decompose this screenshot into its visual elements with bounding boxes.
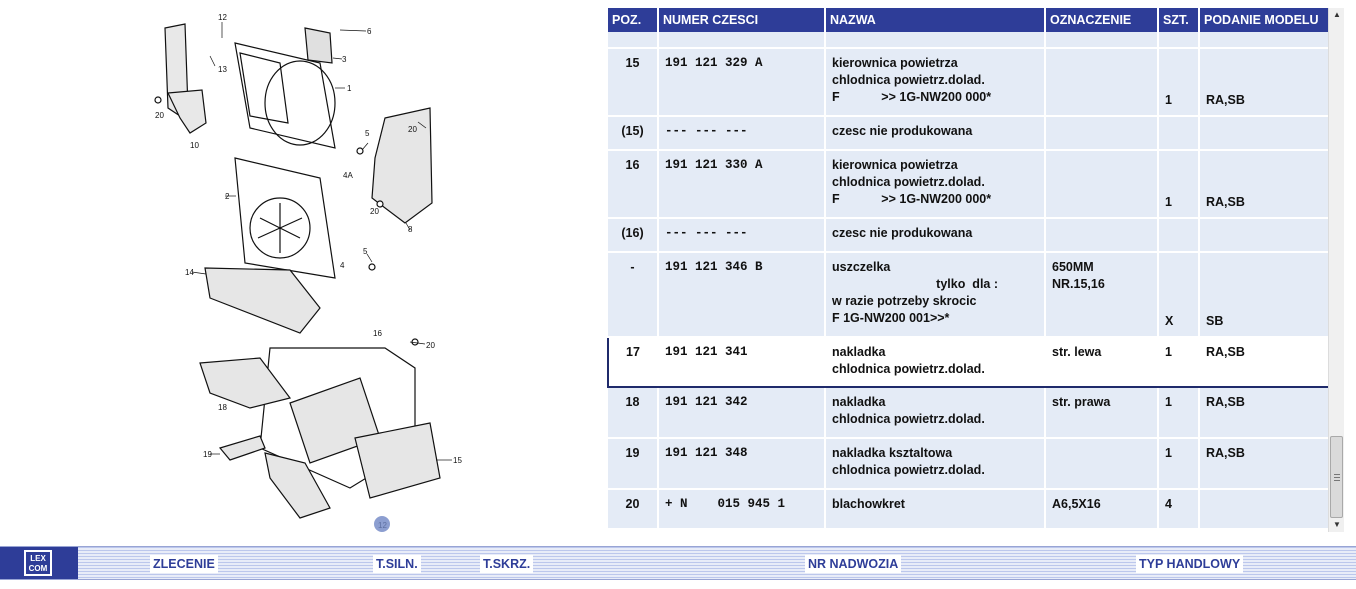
name-line: F >> 1G-NW200 000* (832, 192, 992, 206)
table-row-selected[interactable] (608, 337, 1329, 387)
callout-label: 20 (155, 111, 164, 120)
row-model: RA,SB (1199, 387, 1329, 438)
row-model (1199, 116, 1329, 150)
table-row[interactable] (608, 150, 1329, 218)
table-row[interactable] (608, 387, 1329, 438)
row-designation (1045, 116, 1158, 150)
name-line: tylko dla : (832, 277, 999, 291)
name-line: nakladka (832, 345, 886, 359)
row-part-number: --- --- --- (658, 116, 825, 150)
row-designation (1045, 252, 1158, 337)
qty-value: X (1165, 314, 1174, 328)
row-pos: (16) (608, 218, 658, 252)
name-line: chlodnica powietrz.dolad. (832, 463, 985, 477)
row-part-number: 191 121 329 A (658, 48, 825, 116)
row-name (825, 252, 1045, 337)
column-header-model[interactable]: PODANIE MODELU (1199, 8, 1329, 32)
qty-value: 1 (1165, 195, 1172, 209)
callout-label: 4A (343, 171, 353, 180)
row-qty: 1 (1158, 438, 1199, 489)
row-designation (1045, 438, 1158, 489)
bottom-toolbar (0, 546, 1356, 580)
row-pos: (15) (608, 116, 658, 150)
row-model (1199, 218, 1329, 252)
row-name (825, 48, 1045, 116)
row-designation: str. prawa (1045, 387, 1158, 438)
model-value: SB (1206, 314, 1224, 328)
callout-label: 8 (408, 225, 413, 234)
callout-label: 15 (453, 456, 462, 465)
name-line: czesc nie produkowana (832, 124, 973, 138)
name-line: chlodnica powietrz.dolad. (832, 412, 985, 426)
row-part-number: 191 121 330 A (658, 150, 825, 218)
row-model: RA,SB (1199, 438, 1329, 489)
row-model (1199, 48, 1329, 116)
trade-type-button[interactable]: TYP HANDLOWY (1136, 555, 1243, 573)
lexcom-logo (0, 547, 78, 579)
parts-table-panel (607, 8, 1344, 532)
table-row[interactable] (608, 438, 1329, 489)
row-pos: 18 (608, 387, 658, 438)
exploded-view-drawing (140, 8, 480, 538)
body-number-button[interactable]: NR NADWOZIA (805, 555, 901, 573)
row-name (825, 387, 1045, 438)
row-qty (1158, 218, 1199, 252)
row-qty (1158, 150, 1199, 218)
gearbox-type-button[interactable]: T.SKRZ. (480, 555, 533, 573)
name-line: F >> 1G-NW200 000* (832, 90, 992, 104)
row-pos: 19 (608, 438, 658, 489)
table-row[interactable] (608, 489, 1329, 529)
parts-table (607, 8, 1330, 530)
model-value: RA,SB (1206, 93, 1245, 107)
name-line: kierownica powietrza (832, 158, 958, 172)
callout-label: 1 (347, 84, 352, 93)
callout-label: 10 (190, 141, 199, 150)
name-line: chlodnica powietrz.dolad. (832, 362, 985, 376)
row-name (825, 150, 1045, 218)
vertical-scrollbar[interactable] (1328, 8, 1344, 532)
callout-label: 16 (373, 329, 382, 338)
row-model (1199, 150, 1329, 218)
name-line: chlodnica powietrz.dolad. (832, 175, 985, 189)
name-line: blachowkret (832, 497, 905, 511)
row-part-number: 191 121 341 (658, 337, 825, 387)
scroll-up-arrow-icon[interactable]: ▲ (1333, 10, 1341, 19)
callout-label: 2 (225, 192, 230, 201)
table-row[interactable] (608, 116, 1329, 150)
row-designation: str. lewa (1045, 337, 1158, 387)
column-header-pos[interactable]: POZ. (608, 8, 658, 32)
table-spacer-row (608, 32, 1329, 48)
name-line: nakladka (832, 395, 886, 409)
row-qty: 1 (1158, 387, 1199, 438)
name-line: czesc nie produkowana (832, 226, 973, 240)
name-line: chlodnica powietrz.dolad. (832, 73, 985, 87)
row-model (1199, 252, 1329, 337)
zlecenie-button[interactable]: ZLECENIE (150, 555, 218, 573)
table-header-row (608, 8, 1329, 32)
logo-text: LEX COM (24, 550, 52, 576)
scroll-down-arrow-icon[interactable]: ▼ (1333, 520, 1341, 529)
callout-label: 6 (367, 27, 372, 36)
row-part-number: 191 121 348 (658, 438, 825, 489)
column-header-number[interactable]: NUMER CZESCI (658, 8, 825, 32)
callout-label: 13 (218, 65, 227, 74)
row-name (825, 438, 1045, 489)
callout-label: 4 (340, 261, 345, 270)
callout-label: 3 (342, 55, 347, 64)
engine-type-button[interactable]: T.SILN. (373, 555, 421, 573)
parts-diagram (140, 8, 480, 538)
row-qty: 1 (1158, 337, 1199, 387)
callout-label: 5 (365, 129, 370, 138)
row-pos: 17 (608, 337, 658, 387)
table-row[interactable] (608, 48, 1329, 116)
row-pos: 16 (608, 150, 658, 218)
row-qty (1158, 116, 1199, 150)
row-name (825, 337, 1045, 387)
designation-line: NR.15,16 (1052, 277, 1105, 291)
row-qty (1158, 48, 1199, 116)
callout-label: 5 (363, 247, 368, 256)
row-name (825, 116, 1045, 150)
name-line: nakladka ksztaltowa (832, 446, 953, 460)
model-value: RA,SB (1206, 195, 1245, 209)
row-designation (1045, 48, 1158, 116)
row-name (825, 489, 1045, 529)
row-pos: 15 (608, 48, 658, 116)
callout-label: 20 (408, 125, 417, 134)
row-designation (1045, 150, 1158, 218)
row-model: RA,SB (1199, 337, 1329, 387)
name-line: kierownica powietrza (832, 56, 958, 70)
table-row[interactable] (608, 252, 1329, 337)
row-part-number: + N 015 945 1 (658, 489, 825, 529)
name-line: F 1G-NW200 001>>* (832, 311, 950, 325)
table-row[interactable] (608, 218, 1329, 252)
row-model (1199, 489, 1329, 529)
row-pos: - (608, 252, 658, 337)
name-line: uszczelka (832, 260, 891, 274)
highlight-marker (374, 516, 390, 532)
callout-label: 18 (218, 403, 227, 412)
qty-value: 1 (1165, 93, 1172, 107)
scroll-thumb[interactable] (1330, 436, 1343, 518)
designation-line: 650MM (1052, 260, 1094, 274)
column-header-name[interactable]: NAZWA (825, 8, 1045, 32)
callout-label: 19 (203, 450, 212, 459)
row-qty: 4 (1158, 489, 1199, 529)
callout-label: 20 (426, 341, 435, 350)
row-part-number: 191 121 346 B (658, 252, 825, 337)
callout-label: 12 (218, 13, 227, 22)
row-name (825, 218, 1045, 252)
column-header-qty[interactable]: SZT. (1158, 8, 1199, 32)
row-pos: 20 (608, 489, 658, 529)
row-qty (1158, 252, 1199, 337)
row-designation (1045, 218, 1158, 252)
row-designation: A6,5X16 (1045, 489, 1158, 529)
row-part-number: --- --- --- (658, 218, 825, 252)
callout-label: 14 (185, 268, 194, 277)
name-line: w razie potrzeby skrocic (832, 294, 977, 308)
callout-label: 20 (370, 207, 379, 216)
row-part-number: 191 121 342 (658, 387, 825, 438)
column-header-designation[interactable]: OZNACZENIE (1045, 8, 1158, 32)
